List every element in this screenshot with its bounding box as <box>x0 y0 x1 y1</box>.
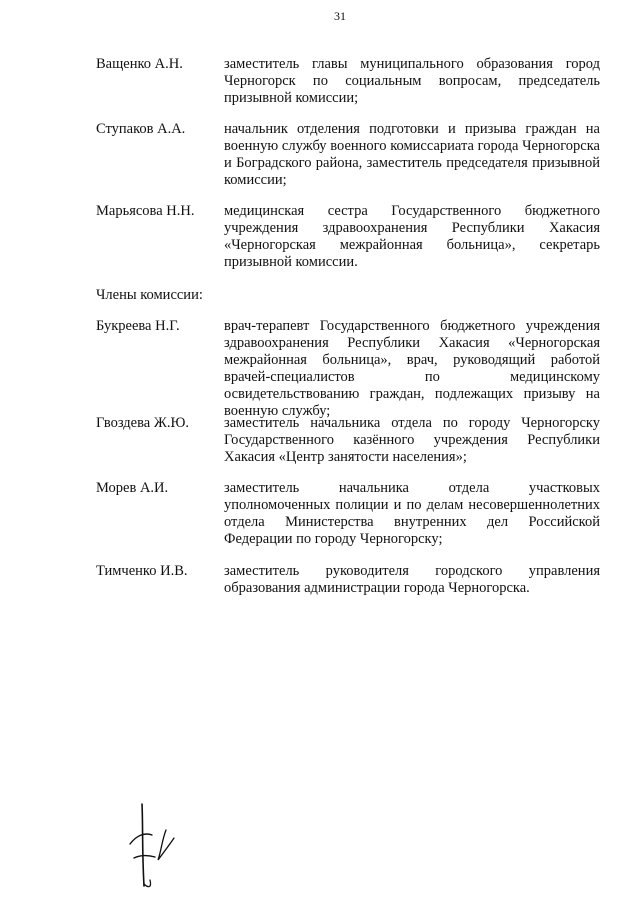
person-name: Ступаков А.А. <box>96 121 186 137</box>
person-position: начальник отделения подготовки и призыва граждан на военную службу военного комиссариата города Черногорска и Боградского района, заместитель председателя призывной комиссии; <box>224 121 600 188</box>
person-position: медицинская сестра Государственного бюджетного учреждения здравоохранения Республики Хакасия «Черногорская межрайонная больница», секретарь призывной комиссии. <box>224 203 600 270</box>
person-name: Букреева Н.Г. <box>96 318 180 334</box>
handwritten-signature <box>128 800 188 895</box>
members-heading: Члены комиссии: <box>96 287 203 303</box>
person-position: врач-терапевт Государственного бюджетного учреждения здравоохранения Республики Хакасия «Черногорская межрайонная больница», врач, руководящий работой врачей-специалистов по медицинскому освидетельствованию граждан, подлежащих призыву на военную службу; <box>224 318 600 419</box>
page-number: 31 <box>334 9 346 23</box>
person-name: Марьясова Н.Н. <box>96 203 195 219</box>
person-name: Морев А.И. <box>96 480 169 496</box>
person-name: Гвоздева Ж.Ю. <box>96 415 189 431</box>
person-position: заместитель главы муниципального образования город Черногорск по социальным вопросам, председатель призывной комиссии; <box>224 56 600 106</box>
person-position: заместитель начальника отдела участковых уполномоченных полиции и по делам несовершеннолетних отдела Министерства внутренних дел Российской Федерации по городу Черногорску; <box>224 480 600 547</box>
person-name: Ващенко А.Н. <box>96 56 183 72</box>
person-position: заместитель руководителя городского управления образования администрации города Черногорска. <box>224 563 600 596</box>
person-name: Тимченко И.В. <box>96 563 188 579</box>
person-position: заместитель начальника отдела по городу Черногорску Государственного казённого учреждения Республики Хакасия «Центр занятости населения»; <box>224 415 600 465</box>
